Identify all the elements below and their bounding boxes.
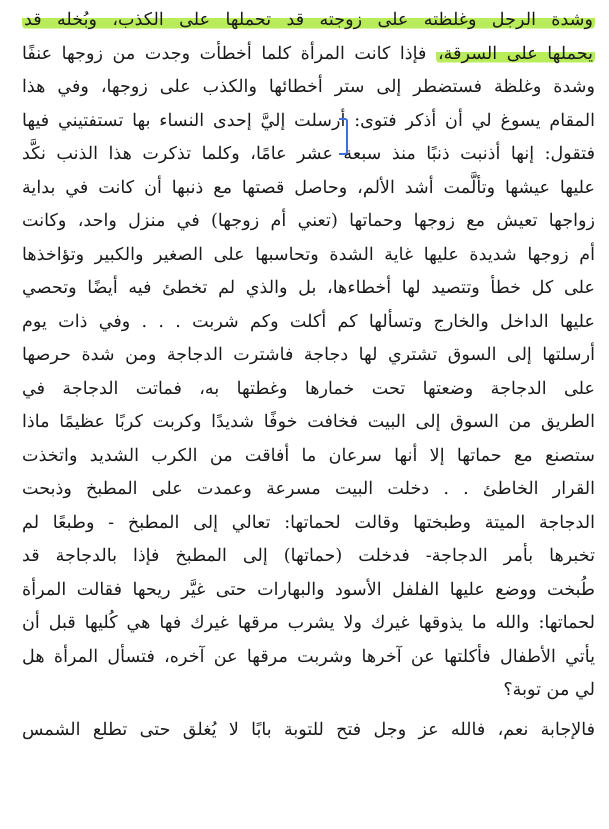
text-line-13: الطريق من السوق إلى البيت فخافت خوفًا شديدًا وكربت كربًا عظيمًا ماذا [22,412,595,432]
text-line-3: وشدة وغلظة فستضطر إلى ستر أخطائها والكذب على زوجها، وفي هذا [22,77,595,97]
text-line-22: فالإجابة نعم، فالله عز وجل فتح للتوبة بابًا لا يُغلق حتى تطلع الشمس [22,719,595,740]
text-line-19: لحماتها: والله ما يذوقها غيرك ولا يشرب مرقها غيرك فها هي كُليها قبل أن [22,613,595,633]
text-line-11: أرسلتها إلى السوق تشتري لها دجاجة فاشترت الدجاجة ومن شدة حرصها [22,345,595,365]
highlighted-text-1: وشدة الرجل وغلظته على زوجته قد تحملها على الكذب، وبُخله قد [24,10,593,30]
text-line-9: على كل خطأ وتتصيد لها أخطاءها، بل والذي لم تخطئ فيه أيضًا وتحصي [22,278,595,298]
text-line-4-after: أرسلت إليَّ إحدى النساء بها تستفتيني فيها [22,110,355,131]
text-line-10: عليها الداخل والخارج وتسألها كم أكلت وكم شربت . . . وفي ذات يوم [22,311,595,332]
text-line-5: فتقول: إنها أذنبت ذنبًا منذ سبعة عشر عامًا، وكلما تذكرت هذا الذنب نكَّد [22,144,595,164]
text-line-4-before: المقام يسوغ لي أن أذكر فتوى: [354,110,595,131]
highlighted-text-2: يحملها على السرقة، [437,43,593,64]
text-line-4 [22,105,595,139]
text-line-16: الدجاجة الميتة وطبختها وقالت لحماتها: تعالي إلى المطبخ - وطبعًا لم [22,512,595,533]
text-line-20: يأتي الأطفال فأكلتها عن آخرها وشربت مرقها عن آخره، فتسأل المرأة هل [22,646,595,667]
text-line-2 [22,38,595,72]
text-line-7: زواجها تعيش مع زوجها وحماتها (تعني أم زوجها) في منزل واحد، وكانت [22,211,595,231]
text-line-8: أم زوجها شديدة عليها غاية الشدة وتحاسبها على الصغير والكبير وتؤاخذها [22,244,595,265]
text-line-17: تخبرها بأمر الدجاجة- فدخلت (حماتها) إلى المطبخ فإذا بالدجاجة قد [22,546,595,566]
body-text [22,4,595,747]
text-line-2-rest: فإذا كانت المرأة كلما أخطأت وجدت من زوجها عنفًا [22,43,436,64]
text-line-14: ستصنع مع حماتها إلا أنها سرعان ما أفاقت من الكرب الشديد واتخذت [22,445,595,466]
text-line-12: على الدجاجة وضعتها تحت خمارها وغطتها به، فماتت الدجاجة في [22,378,595,399]
text-line-6: عليها عيشها وتألَّمت أشد الألم، وحاصل قصتها مع ذنبها أن كانت في بداية [22,177,595,198]
text-line-1 [22,4,595,38]
text-line-21: لي من توبة؟ [503,680,595,700]
text-line-18: طُبخت ووضع عليها الفلفل الأسود والبهارات حتى غيَّر ريحها فقالت المرأة [22,579,595,600]
selection-bracket-marker [339,118,348,155]
text-line-15: القرار الخاطئ . . دخلت البيت مسرعة وعمدت على المطبخ وذبحت [22,479,595,499]
